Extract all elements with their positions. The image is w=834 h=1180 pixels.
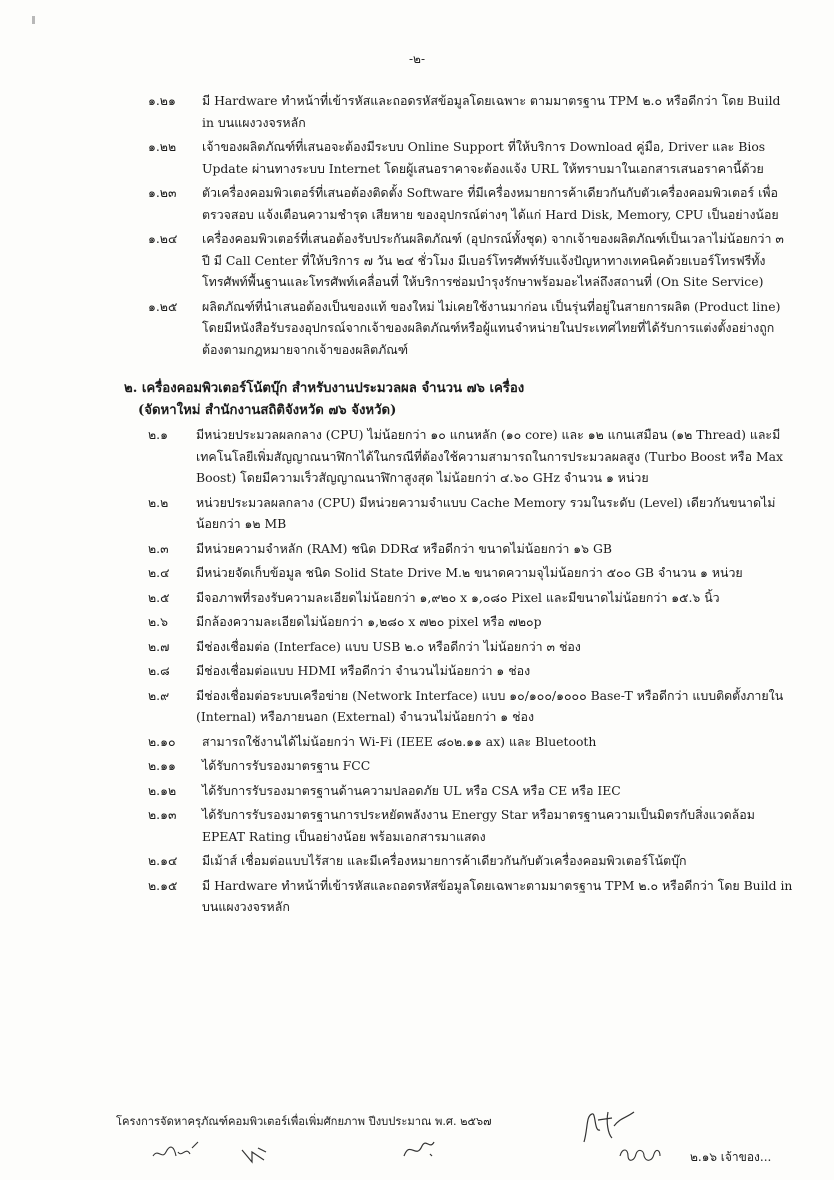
item-text: ได้รับการรับรองมาตรฐานการประหยัดพลังงาน Energy Star หรือมาตรฐานความเป็นมิตรกับสิ่งแวดล้อม EPEAT Rating เป็นอย่างน้อย พร้อมเอกสารมาแสดง — [202, 807, 755, 844]
item-text: เจ้าของผลิตภัณฑ์ที่เสนอจะต้องมีระบบ Online Support ที่ให้บริการ Download คู่มือ, Driver และ Bios Update ผ่านทางระบบ Internet โดยผู้เสนอราคาจะต้องแจ้ง URL ให้ทราบมาในเอกสารเสนอราคานี้ด้วย — [202, 139, 766, 176]
item-text: มี Hardware ทำหน้าที่เข้ารหัสและถอดรหัสข้อมูลโดยเฉพาะ ตามมาตรฐาน TPM ๒.๐ หรือดีกว่า โดย Build in บนแผงวงจรหลัก — [202, 93, 781, 130]
list-item — [148, 636, 794, 658]
item-number: ๒.๑๑ — [148, 758, 176, 773]
list-item — [148, 587, 794, 609]
list-item — [148, 90, 794, 133]
list-item — [148, 228, 794, 293]
list-item — [148, 875, 794, 918]
list-item — [148, 611, 794, 633]
list-item — [148, 804, 794, 847]
signature-initial-2 — [238, 1144, 272, 1166]
item-number: ๒.๒ — [148, 494, 169, 510]
document-body — [124, 90, 794, 921]
item-number: ๑.๒๕ — [148, 298, 178, 314]
item-number: ๑.๒๑ — [148, 93, 176, 108]
item-text: ตัวเครื่องคอมพิวเตอร์ที่เสนอต้องติดตั้ง Software ที่มีเครื่องหมายการค้าเดียวกันกับตัวเครื่องคอมพิวเตอร์ เพื่อตรวจสอบ แจ้งเตือนความชำรุด เสียหาย ของอุปกรณ์ต่างๆ ได้แก่ Hard Disk, Memory, CPU เป็นอย่างน้อย — [202, 185, 779, 222]
list-item — [148, 660, 794, 682]
item-number: ๒.๗ — [148, 638, 170, 654]
item-number: ๒.๙ — [148, 687, 170, 703]
page-number: -๒- — [408, 52, 426, 66]
item-number: ๒.๕ — [148, 589, 170, 605]
item-text: มีช่องเชื่อมต่อระบบเครือข่าย (Network Interface) แบบ ๑๐/๑๐๐/๑๐๐๐ Base-T หรือดีกว่า แบบติดตั้งภายใน (Internal) หรือภายนอก (External) จำนวนไม่น้อยกว่า ๑ ช่อง — [196, 687, 784, 724]
list-item — [148, 755, 794, 777]
item-text: มีเม้าส์ เชื่อมต่อแบบไร้สาย และมีเครื่องหมายการค้าเดียวกันกับตัวเครื่องคอมพิวเตอร์โน้ตบุ๊ก — [202, 853, 687, 868]
item-number: ๒.๓ — [148, 540, 169, 556]
scan-artifact — [32, 16, 35, 24]
item-text: มีจอภาพที่รองรับความละเอียดไม่น้อยกว่า ๑,๙๒๐ x ๑,๐๘๐ Pixel และมีขนาดไม่น้อยกว่า ๑๕.๖ นิ้ว — [196, 589, 720, 605]
list-item — [148, 492, 794, 535]
item-number: ๒.๑๔ — [148, 853, 178, 868]
list-item — [148, 780, 794, 802]
item-number: ๑.๒๒ — [148, 139, 177, 154]
list-item — [148, 182, 794, 225]
item-number: ๒.๖ — [148, 614, 168, 629]
section2-title: ๒. เครื่องคอมพิวเตอร์โน้ตบุ๊ก สำหรับงานประมวลผล จำนวน ๗๖ เครื่อง — [124, 381, 525, 396]
item-text: มีหน่วยประมวลผลกลาง (CPU) ไม่น้อยกว่า ๑๐ แกนหลัก (๑๐ core) และ ๑๒ แกนเสมือน (๑๒ Thread) และมีเทคโนโลยีเพิ่มสัญญาณนาฬิกาได้ในกรณีที่ต้องใช้ความสามารถในการประมวลผลสูง (Turbo Boost หรือ Max Boost) โดยมีความเร็วสัญญาณนาฬิกาสูงสุด ไม่น้อยกว่า ๔.๖๐ GHz จำนวน ๑ หน่วย — [196, 427, 784, 485]
list-item — [148, 850, 794, 872]
item-text: ผลิตภัณฑ์ที่นำเสนอต้องเป็นของแท้ ของใหม่ ไม่เคยใช้งานมาก่อน เป็นรุ่นที่อยู่ในสายการผลิต (Product line) โดยมีหนังสือรับรองอุปกรณ์จากเจ้าของผลิตภัณฑ์หรือผู้แทนจำหน่ายในประเทศไทยที่ได้รับการแต่งตั้งอย่างถูกต้องตามกฎหมายจากเจ้าของผลิตภัณฑ์ — [202, 298, 781, 357]
list-item — [148, 685, 794, 728]
item-text: มีหน่วยความจำหลัก (RAM) ชนิด DDR๔ หรือดีกว่า ขนาดไม่น้อยกว่า ๑๖ GB — [196, 540, 612, 556]
footer-project: โครงการจัดหาครุภัณฑ์คอมพิวเตอร์เพื่อเพิ่มศักยภาพ ปีงบประมาณ พ.ศ. ๒๕๖๗ — [116, 1115, 492, 1128]
item-text: มี Hardware ทำหน้าที่เข้ารหัสและถอดรหัสข้อมูลโดยเฉพาะตามมาตรฐาน TPM ๒.๐ หรือดีกว่า โดย Build in บนแผงวงจรหลัก — [202, 877, 793, 914]
item-number: ๒.๔ — [148, 565, 170, 580]
item-number: ๒.๘ — [148, 663, 170, 678]
item-number: ๒.๑๒ — [148, 782, 177, 798]
item-text: มีกล้องความละเอียดไม่น้อยกว่า ๑,๒๘๐ x ๗๒๐ pixel หรือ ๗๒๐p — [196, 614, 542, 629]
footer-continuation: ๒.๑๖ เจ้าของ... — [690, 1150, 772, 1164]
item-text: เครื่องคอมพิวเตอร์ที่เสนอต้องรับประกันผลิตภัณฑ์ (อุปกรณ์ทั้งชุด) จากเจ้าของผลิตภัณฑ์เป็นเวลาไม่น้อยกว่า ๓ ปี มี Call Center ที่ให้บริการ ๗ วัน ๒๔ ชั่วโมง มีเบอร์โทรศัพท์รับแจ้งปัญหาทางเทคนิคด้วยเบอร์โทรฟรีทั้งโทรศัพท์พื้นฐานและโทรศัพท์เคลื่อนที่ ให้บริการซ่อมบำรุงรักษาพร้อมอะไหล่ถึงสถานที่ (On Site Service) — [202, 231, 784, 289]
item-number: ๒.๑๐ — [148, 733, 176, 749]
signature-initial-3 — [400, 1136, 440, 1162]
signature-initial-1 — [150, 1138, 202, 1166]
list-item — [148, 538, 794, 560]
item-number: ๒.๑๕ — [148, 877, 178, 893]
list-item — [148, 731, 794, 753]
list-item — [148, 296, 794, 361]
section1-list — [124, 90, 794, 360]
section2-list — [124, 424, 794, 918]
signature-initial-5 — [616, 1140, 664, 1166]
item-number: ๒.๑๓ — [148, 807, 177, 822]
item-number: ๒.๑ — [148, 427, 168, 442]
item-text: มีช่องเชื่อมต่อแบบ HDMI หรือดีกว่า จำนวนไม่น้อยกว่า ๑ ช่อง — [196, 663, 531, 678]
list-item — [148, 136, 794, 179]
item-number: ๑.๒๔ — [148, 231, 178, 246]
item-text: มีช่องเชื่อมต่อ (Interface) แบบ USB ๒.๐ หรือดีกว่า ไม่น้อยกว่า ๓ ช่อง — [196, 638, 581, 654]
section2-heading — [124, 378, 794, 422]
item-text: สามารถใช้งานได้ไม่น้อยกว่า Wi-Fi (IEEE ๘๐๒.๑๑ ax) และ Bluetooth — [202, 733, 597, 749]
item-text: มีหน่วยจัดเก็บข้อมูล ชนิด Solid State Drive M.๒ ขนาดความจุไม่น้อยกว่า ๕๐๐ GB จำนวน ๑ หน่วย — [196, 565, 743, 580]
item-number: ๑.๒๓ — [148, 185, 177, 200]
item-text: ได้รับการรับรองมาตรฐาน FCC — [202, 758, 371, 773]
list-item — [148, 424, 794, 489]
list-item — [148, 562, 794, 584]
item-text: ได้รับการรับรองมาตรฐานด้านความปลอดภัย UL หรือ CSA หรือ CE หรือ IEC — [202, 782, 621, 798]
section2-subtitle: (จัดหาใหม่ สำนักงานสถิติจังหวัด ๗๖ จังหวัด) — [138, 403, 397, 418]
item-text: หน่วยประมวลผลกลาง (CPU) มีหน่วยความจำแบบ Cache Memory รวมในระดับ (Level) เดียวกันขนาดไม่น้อยกว่า ๑๒ MB — [196, 494, 776, 531]
